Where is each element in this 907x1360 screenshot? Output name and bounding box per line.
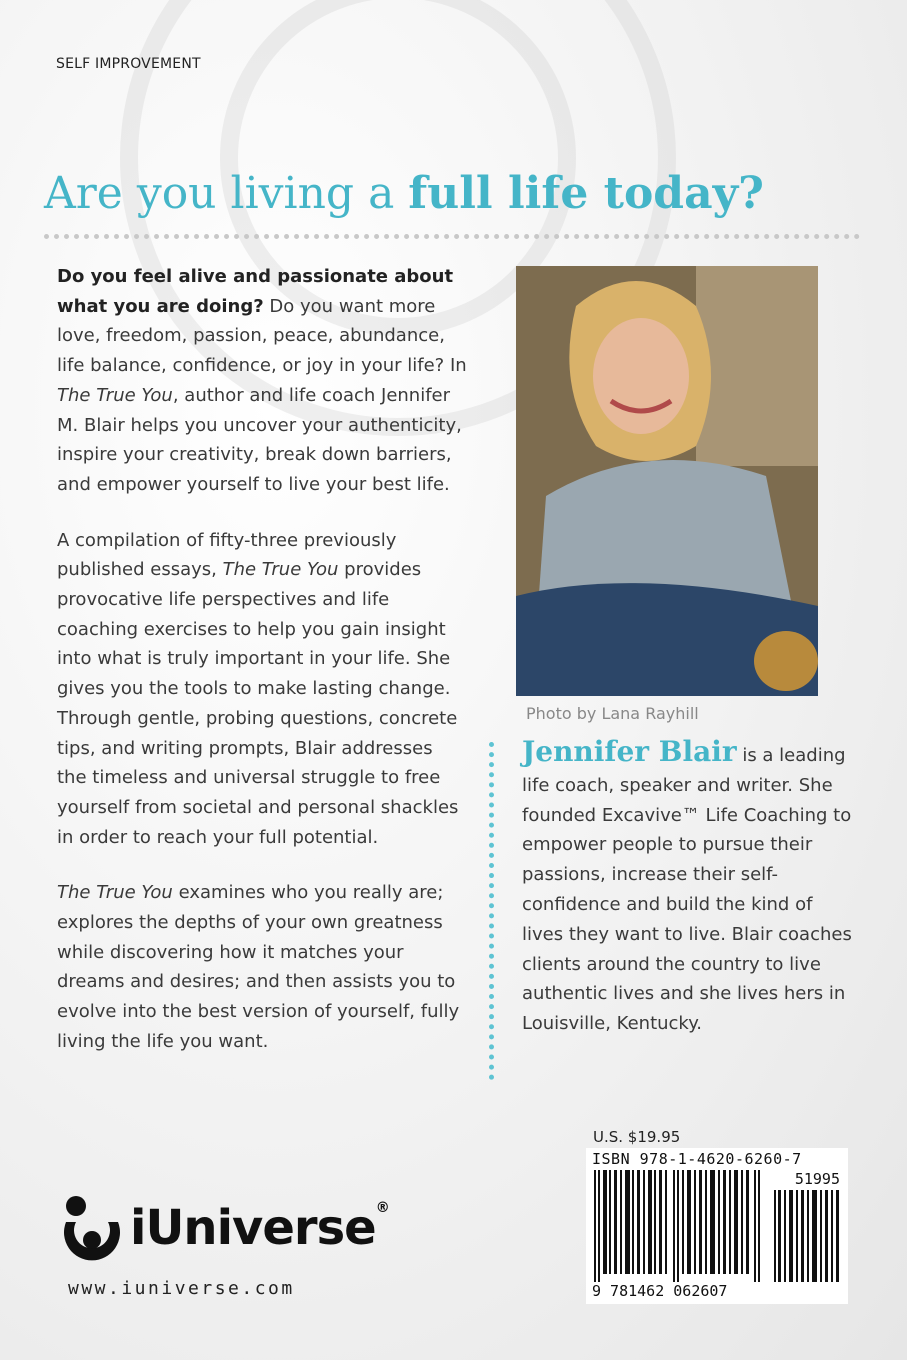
dotted-divider: [44, 234, 860, 239]
lead-question: Do you feel alive and passionate about what you are doing?: [57, 266, 454, 317]
addon-code: 51995: [794, 1170, 840, 1188]
barcode: [586, 1148, 848, 1304]
isbn-text: ISBN 978-1-4620-6260-7: [592, 1150, 802, 1168]
book-title: The True You: [222, 559, 339, 581]
publisher-logo: [58, 1192, 389, 1272]
iuniverse-logo-icon: [58, 1192, 128, 1272]
description-column: [57, 262, 467, 1083]
author-bio: Jennifer Blair is a leading life coach, speaker and writer. She founded Excavive™ Life Coaching to empower people to pursue their passions, increase their self-confidence and build the kind of lives they want to live. Blair coaches clients around the country to live authentic lives and she lives hers in Louisville, Kentucky.: [522, 735, 852, 1035]
publisher-name: iUniverse®: [130, 1200, 389, 1256]
ean-digits: 9 781462 062607: [592, 1282, 728, 1300]
book-title: The True You: [57, 882, 173, 904]
headline: [44, 168, 874, 219]
ean-barcode: [594, 1170, 764, 1282]
author-photo: [516, 266, 818, 696]
description-paragraph-3: The True You examines who you really are; explores the depths of your own greatness while discovering how it matches your dreams and desires; and then assists you to evolve into the best version of yourself, fully living the life you want.: [57, 882, 460, 1052]
vertical-dotted-divider: [489, 742, 494, 1080]
addon-barcode: [774, 1190, 840, 1282]
headline-part1: Are you living a: [44, 168, 409, 219]
photo-credit: Photo by Lana Rayhill: [526, 704, 699, 723]
headline-part2: full life today?: [408, 168, 764, 219]
price: U.S. $19.95: [593, 1128, 681, 1146]
description-paragraph-1: Do you feel alive and passionate about what you are doing? Do you want more love, freedom, passion, peace, abundance, life balance, confidence, or joy in your life? In The True You, author and life coach Jennifer M. Blair helps you uncover your authenticity, inspire your creativity, break down barriers, and empower yourself to live your best life.: [57, 266, 467, 495]
category-label: SELF IMPROVEMENT: [56, 56, 201, 72]
book-title: The True You: [57, 384, 173, 406]
description-paragraph-2: A compilation of fifty-three previously published essays, The True You provides provocative life perspectives and life coaching exercises to help you gain insight into what is truly important in your life. She gives you the tools to make lasting change. Through gentle, probing questions, concrete tips, and writing prompts, Blair addresses the timeless and universal struggle to free yourself from societal and personal shackles in order to reach your full potential.: [57, 529, 459, 848]
author-name: Jennifer Blair: [522, 735, 737, 768]
publisher-url: www.iuniverse.com: [68, 1278, 295, 1299]
